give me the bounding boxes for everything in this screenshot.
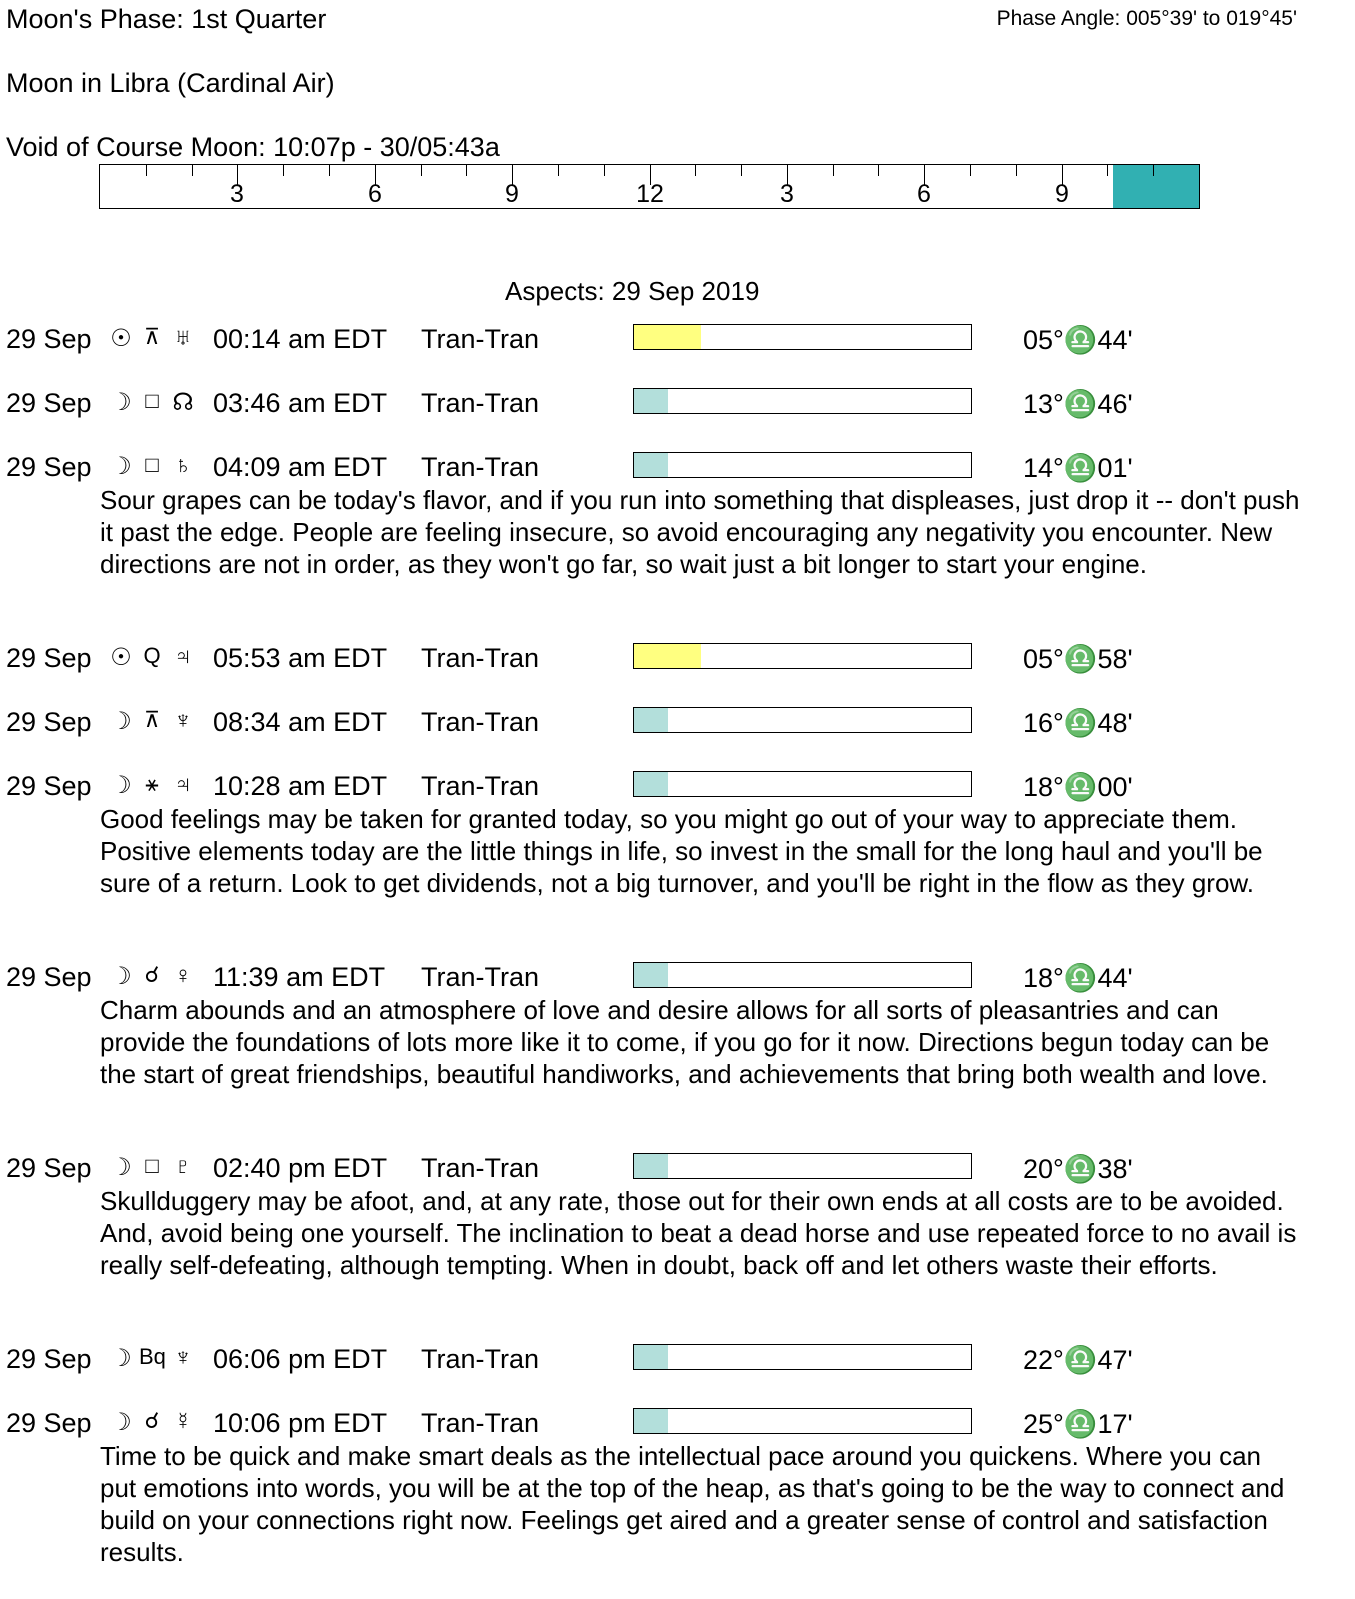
aspect-strength-fill <box>634 1345 668 1369</box>
aspect-kind: Tran-Tran <box>421 1344 540 1374</box>
aspect-date: 29 Sep <box>6 1153 92 1183</box>
void-of-course-timeline <box>99 164 1200 209</box>
timeline-tick-label: 9 <box>1055 180 1069 208</box>
timeline-minor-tick <box>1016 165 1017 176</box>
aspect-date: 29 Sep <box>6 643 92 673</box>
aspect-time: 06:06 pm EDT <box>213 1344 388 1374</box>
planet1-glyph-icon: ☉ <box>110 325 132 352</box>
aspect-position: 05°♎58' <box>1023 644 1133 674</box>
aspect-row <box>0 324 1355 354</box>
aspect-date: 29 Sep <box>6 771 92 801</box>
planet2-glyph-icon: ☊ <box>172 389 194 416</box>
aspect-time: 04:09 am EDT <box>213 452 388 482</box>
timeline-minor-tick <box>146 165 147 176</box>
timeline-minor-tick <box>421 165 422 176</box>
aspect-time: 03:46 am EDT <box>213 388 388 418</box>
aspect-glyph-icon: Bq <box>139 1344 166 1369</box>
timeline-minor-tick <box>1153 165 1154 176</box>
aspect-strength-fill <box>634 963 668 987</box>
aspect-position: 14°♎01' <box>1023 453 1133 483</box>
aspect-row <box>0 962 1355 992</box>
aspect-glyph-icon: ☌ <box>144 962 160 987</box>
planet1-glyph-icon: ☽ <box>110 1154 132 1181</box>
planet1-glyph-icon: ☽ <box>110 963 132 990</box>
planet1-glyph-icon: ☉ <box>110 644 132 671</box>
void-of-course-band <box>1113 165 1199 208</box>
aspect-interpretation: Charm abounds and an atmosphere of love and desire allows for all sorts of pleasantries and can provide the foundations of lots more like it to come, if you go for it now. Directions begun today can be the start of great friendships, beautiful handiworks, and achievements that bring both wealth and love. <box>100 995 1270 1089</box>
planet1-glyph-icon: ☽ <box>110 772 132 799</box>
aspect-date: 29 Sep <box>6 1344 92 1374</box>
aspect-date: 29 Sep <box>6 962 92 992</box>
aspect-kind: Tran-Tran <box>421 388 540 418</box>
aspect-position: 16°♎48' <box>1023 708 1133 738</box>
timeline-tick-label: 3 <box>780 180 794 208</box>
aspect-position: 22°♎47' <box>1023 1345 1133 1375</box>
aspect-glyph-icon: ⊼ <box>143 707 161 732</box>
planet2-glyph-icon: ☿ <box>174 1408 192 1435</box>
aspect-strength-fill <box>634 325 701 349</box>
timeline-minor-tick <box>1107 165 1108 176</box>
aspect-date: 29 Sep <box>6 1408 92 1438</box>
aspect-strength-fill <box>634 1409 668 1433</box>
timeline-minor-tick <box>970 165 971 176</box>
aspect-row <box>0 771 1355 801</box>
aspect-glyph-icon: ⚹ <box>145 771 159 796</box>
planet2-glyph-icon: ♆ <box>174 1344 192 1371</box>
aspect-strength-fill <box>634 453 668 477</box>
aspect-row <box>0 388 1355 418</box>
aspect-row <box>0 1153 1355 1183</box>
planet2-glyph-icon: ♇ <box>174 1153 192 1180</box>
aspect-kind: Tran-Tran <box>421 771 540 801</box>
aspect-interpretation: Sour grapes can be today's flavor, and if you run into something that displeases, just drop it -- don't push it past the edge. People are feeling insecure, so avoid encouraging any negativity you encounter. New directions are not in order, as they won't go far, so wait just a bit longer to start your engine. <box>100 485 1300 579</box>
aspect-kind: Tran-Tran <box>421 707 540 737</box>
aspect-position: 05°♎44' <box>1023 325 1133 355</box>
aspect-time: 10:06 pm EDT <box>213 1408 388 1438</box>
aspect-strength-fill <box>634 389 668 413</box>
aspect-glyph-icon: ⊼ <box>143 324 161 349</box>
aspect-strength-bar <box>633 771 972 797</box>
aspect-interpretation: Time to be quick and make smart deals as the intellectual pace around you quickens. Where you can put emotions into words, you will be at the top of the heap, as that's going to be the way to connect and build on your connections right now. Feelings get aired and a greater sense of control and satisfaction results. <box>100 1441 1285 1567</box>
aspect-row <box>0 643 1355 673</box>
planet2-glyph-icon: ♄ <box>174 452 192 479</box>
aspects-title: Aspects: 29 Sep 2019 <box>505 276 760 306</box>
aspect-row <box>0 1344 1355 1374</box>
aspect-glyph-icon: □ <box>145 388 159 413</box>
aspect-time: 11:39 am EDT <box>213 962 386 992</box>
phase-angle-label: Phase Angle: 005°39' to 019°45' <box>996 7 1297 30</box>
aspect-strength-fill <box>634 1154 668 1178</box>
aspect-position: 13°♎46' <box>1023 389 1133 419</box>
aspect-kind: Tran-Tran <box>421 1408 540 1438</box>
aspect-interpretation: Good feelings may be taken for granted today, so you might go out of your way to appreciate them. Positive elements today are the little things in life, so invest in the small for the long haul and you'll be sure of a return. Look to get dividends, not a big turnover, and you'll be right in the flow as they grow. <box>100 804 1263 898</box>
planet1-glyph-icon: ☽ <box>110 453 132 480</box>
aspect-kind: Tran-Tran <box>421 643 540 673</box>
timeline-minor-tick <box>466 165 467 176</box>
aspect-strength-bar <box>633 452 972 478</box>
timeline-minor-tick <box>192 165 193 176</box>
timeline-tick-label: 9 <box>505 180 519 208</box>
aspect-time: 02:40 pm EDT <box>213 1153 388 1183</box>
aspect-strength-bar <box>633 324 972 350</box>
aspect-strength-fill <box>634 644 701 668</box>
timeline-minor-tick <box>283 165 284 176</box>
aspect-glyph-icon: □ <box>145 1153 159 1178</box>
aspect-strength-fill <box>634 708 668 732</box>
aspect-time: 08:34 am EDT <box>213 707 388 737</box>
aspect-strength-bar <box>633 388 972 414</box>
aspect-kind: Tran-Tran <box>421 962 540 992</box>
planet1-glyph-icon: ☽ <box>110 1345 132 1372</box>
moon-sign-label: Moon in Libra (Cardinal Air) <box>6 68 335 98</box>
aspect-kind: Tran-Tran <box>421 1153 540 1183</box>
aspect-row <box>0 1408 1355 1438</box>
planet2-glyph-icon: ♃ <box>174 771 192 798</box>
aspect-time: 00:14 am EDT <box>213 324 388 354</box>
planet1-glyph-icon: ☽ <box>110 708 132 735</box>
aspect-position: 18°♎44' <box>1023 963 1133 993</box>
aspect-strength-bar <box>633 1408 972 1434</box>
aspect-row <box>0 707 1355 737</box>
aspect-strength-bar <box>633 707 972 733</box>
aspect-glyph-icon: □ <box>145 452 159 477</box>
planet2-glyph-icon: ♃ <box>174 643 192 670</box>
planet2-glyph-icon: ♅ <box>174 324 192 351</box>
timeline-minor-tick <box>329 165 330 176</box>
aspect-glyph-icon: ☌ <box>144 1408 160 1433</box>
aspect-row <box>0 452 1355 482</box>
timeline-minor-tick <box>558 165 559 176</box>
timeline-tick-label: 3 <box>230 180 244 208</box>
aspect-strength-fill <box>634 772 668 796</box>
planet1-glyph-icon: ☽ <box>110 1409 132 1436</box>
moon-phase-label: Moon's Phase: 1st Quarter <box>6 4 327 34</box>
planet2-glyph-icon: ♆ <box>174 707 192 734</box>
aspect-strength-bar <box>633 1344 972 1370</box>
aspect-strength-bar <box>633 643 972 669</box>
aspect-time: 10:28 am EDT <box>213 771 388 801</box>
aspect-position: 25°♎17' <box>1023 1409 1133 1439</box>
timeline-minor-tick <box>695 165 696 176</box>
aspect-strength-bar <box>633 1153 972 1179</box>
timeline-minor-tick <box>833 165 834 176</box>
timeline-tick-label: 6 <box>917 180 931 208</box>
aspect-date: 29 Sep <box>6 452 92 482</box>
timeline-tick-label: 6 <box>368 180 382 208</box>
aspect-interpretation: Skullduggery may be afoot, and, at any rate, those out for their own ends at all costs are to be avoided. And, avoid being one yourself. The inclination to beat a dead horse and use repeated force to no avail is really self-defeating, although tempting. When in doubt, back off and let others waste their efforts. <box>100 1186 1297 1280</box>
timeline-minor-tick <box>878 165 879 176</box>
timeline-tick-label: 12 <box>636 180 664 208</box>
aspect-time: 05:53 am EDT <box>213 643 388 673</box>
aspect-position: 18°♎00' <box>1023 772 1133 802</box>
aspect-strength-bar <box>633 962 972 988</box>
void-of-course-label: Void of Course Moon: 10:07p - 30/05:43a <box>6 132 500 162</box>
aspect-date: 29 Sep <box>6 388 92 418</box>
timeline-minor-tick <box>604 165 605 176</box>
timeline-minor-tick <box>741 165 742 176</box>
aspect-date: 29 Sep <box>6 707 92 737</box>
planet2-glyph-icon: ♀ <box>174 962 192 989</box>
aspect-kind: Tran-Tran <box>421 452 540 482</box>
aspect-glyph-icon: Q <box>143 643 161 668</box>
aspect-date: 29 Sep <box>6 324 92 354</box>
planet1-glyph-icon: ☽ <box>110 389 132 416</box>
aspect-position: 20°♎38' <box>1023 1154 1133 1184</box>
aspect-kind: Tran-Tran <box>421 324 540 354</box>
